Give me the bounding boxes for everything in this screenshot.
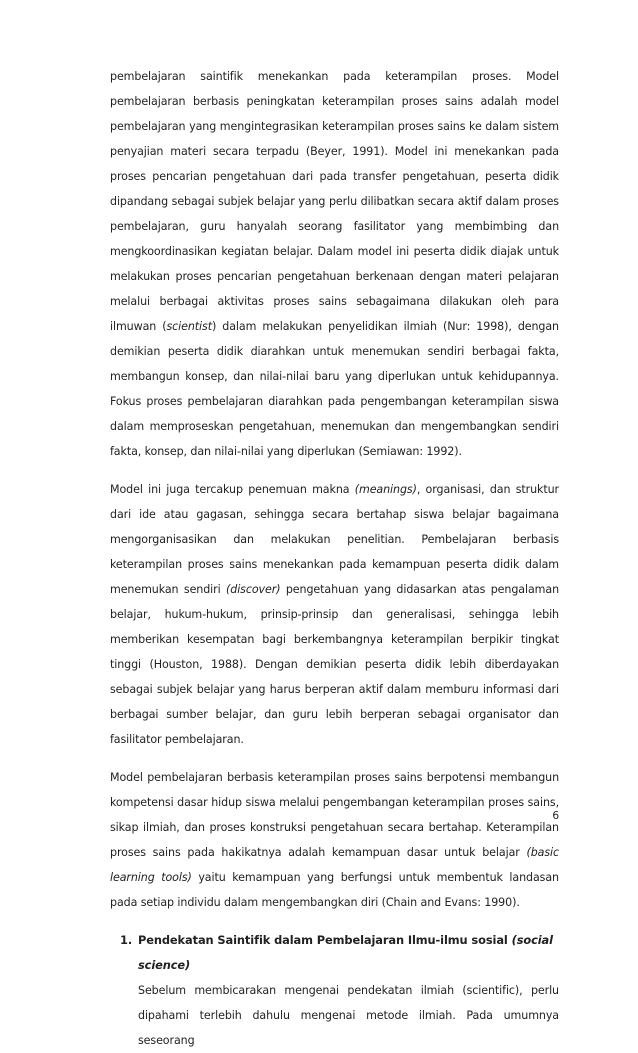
section-heading-italic: (social science)	[138, 933, 553, 972]
section-heading	[138, 928, 559, 978]
paragraph-2-text-b: , organisasi, dan struktur dari ide atau gagasan, sehingga secara bertahap siswa belajar bagaimana mengorganisasikan dan melakukan penelitian. Pembelajaran berbasis keterampilan proses sains menekankan pada kemampuan peserta didik dalam menemukan sendiri	[110, 483, 559, 596]
paragraph-2-term-meanings: (meanings)	[354, 483, 417, 496]
paragraph-2	[110, 477, 559, 752]
page-number: 6	[552, 810, 559, 822]
list-item-body: Sebelum membicarakan mengenai pendekatan ilmiah (scientific), perlu dipahami terlebih dahulu mengenai metode ilmiah. Pada umumnya seseorang	[138, 984, 559, 1047]
list-item	[110, 928, 559, 1053]
list-item-number: 1.	[120, 933, 133, 947]
paragraph-3-text-b: yaitu kemampuan yang berfungsi untuk membentuk landasan pada setiap individu dalam mengembangkan diri (Chain and Evans: 1990).	[110, 871, 559, 909]
paragraph-2-text-a: Model ini juga tercakup penemuan makna	[110, 483, 355, 496]
paragraph-3-text-a: Model pembelajaran berbasis keterampilan proses sains berpotensi membangun kompetensi dasar hidup siswa melalui pengembangan keterampilan proses sains, sikap ilmiah, dan proses konstruksi pengetahuan secara bertahap. Keterampilan proses sains pada hakikatnya adalah kemampuan dasar untuk belajar	[110, 771, 559, 859]
section-heading-text: Pendekatan Saintifik dalam Pembelajaran Ilmu-ilmu sosial	[138, 933, 512, 947]
paragraph-2-term-discover: (discover)	[226, 583, 281, 596]
paragraph-3-term-basic-learning-tools: (basic learning tools)	[110, 846, 559, 884]
paragraph-1-text-a: pembelajaran saintifik menekankan pada keterampilan proses. Model pembelajaran berbasis peningkatan keterampilan proses sains adalah model pembelajaran yang mengintegrasikan keterampilan proses sains ke dalam sistem penyajian materi secara terpadu (Beyer, 1991). Model ini menekankan pada proses pencarian pengetahuan dari pada transfer pengetahuan, peserta didik dipandang sebagai subjek belajar yang perlu dilibatkan secara aktif dalam proses pembelajaran, guru hanyalah seorang fasilitator yang membimbing dan mengkoordinasikan kegiatan belajar. Dalam model ini peserta didik diajak untuk melakukan proses pencarian pengetahuan berkenaan dengan materi pelajaran melalui berbagai aktivitas proses sains sebagaimana dilakukan oleh para ilmuwan (	[110, 70, 559, 333]
paragraph-3	[110, 765, 559, 915]
paragraph-1	[110, 64, 559, 464]
paragraph-1-text-b: ) dalam melakukan penyelidikan ilmiah (Nur: 1998), dengan demikian peserta didik diarahkan untuk menemukan sendiri berbagai fakta, membangun konsep, dan nilai-nilai baru yang diperlukan untuk kehidupannya. Fokus proses pembelajaran diarahkan pada pengembangan keterampilan siswa dalam memproseskan pengetahuan, menemukan dan mengembangkan sendiri fakta, konsep, dan nilai-nilai yang diperlukan (Semiawan: 1992).	[110, 320, 559, 458]
paragraph-2-text-c: pengetahuan yang didasarkan atas pengalaman belajar, hukum-hukum, prinsip-prinsip dan generalisasi, sehingga lebih memberikan kesempatan bagi berkembangnya keterampilan berpikir tingkat tinggi (Houston, 1988). Dengan demikian peserta didik lebih diberdayakan sebagai subjek belajar yang harus berperan aktif dalam memburu informasi dari berbagai sumber belajar, dan guru lebih berperan sebagai organisator dan fasilitator pembelajaran.	[110, 583, 559, 746]
paragraph-1-term-scientist: scientist	[166, 320, 212, 333]
numbered-list	[110, 928, 559, 1053]
